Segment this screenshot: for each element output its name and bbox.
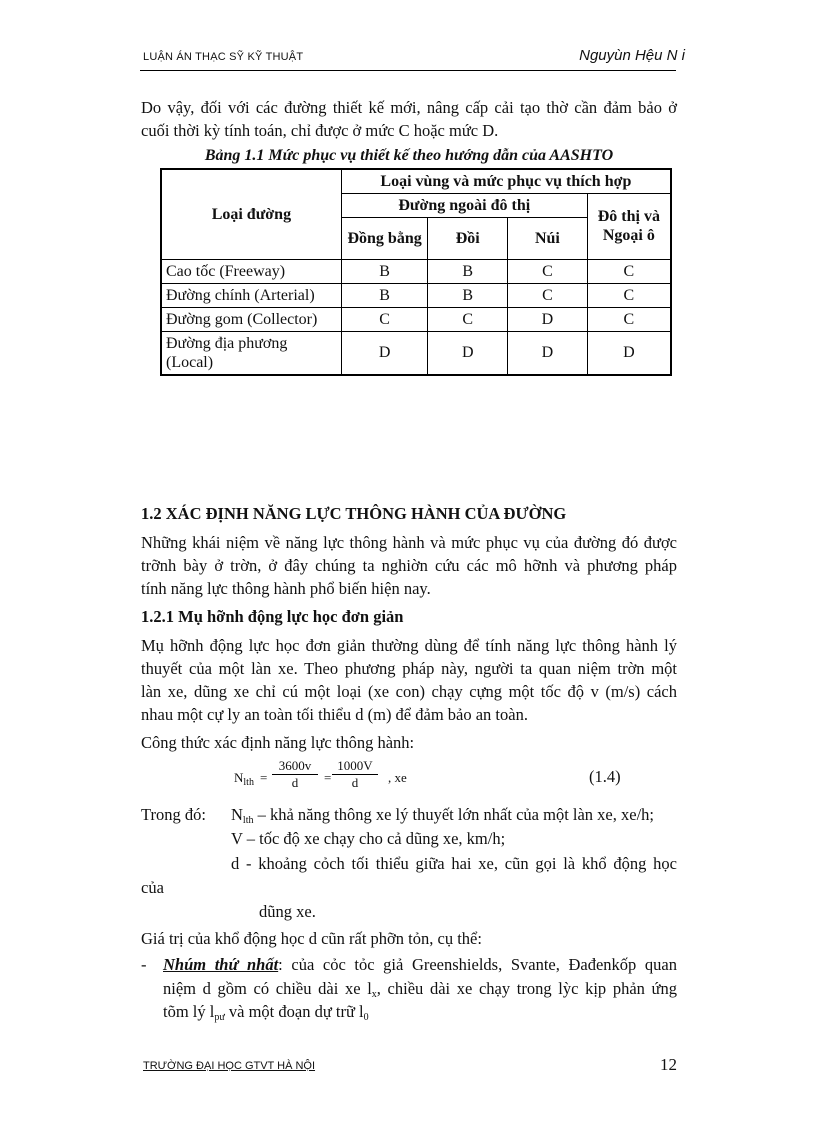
header-hill: Đồi (428, 217, 508, 259)
bullet-dash: - (141, 955, 147, 974)
cell-hill: C (428, 307, 508, 331)
cell-urban: D (587, 331, 671, 375)
cell-hill: D (428, 331, 508, 375)
header-road-type: Loại đường (161, 169, 341, 259)
formula-equals-1: = (260, 770, 268, 785)
subsection-para-line-3: làn xe, dũng xe chỉ cú một loại (xe con) chạy cựng một tốc độ v (m/s) cách (141, 682, 677, 701)
where-symbol-sub: lth (242, 815, 254, 826)
bullet-1-line-3-a: tõm lý l (163, 1002, 215, 1021)
values-intro: Giá trị của khổ động học d cũn rất phỡn tỏn, cụ thể: (141, 929, 482, 948)
formula-lhs-sub: lth (243, 777, 254, 788)
fraction-1-denominator: d (291, 775, 299, 790)
fraction-2-denominator: d (351, 775, 359, 790)
bullet-1-line-3 (163, 1000, 677, 1029)
row-name: Đường chính (Arterial) (161, 283, 341, 307)
formula-lhs-symbol: N (234, 770, 244, 785)
fraction-1 (272, 758, 318, 791)
bullet-1-line-2-a: niệm d gồm có chiều dài xe l (163, 979, 372, 998)
formula-intro: Công thức xác định năng lực thông hành: (141, 733, 415, 752)
header-flat: Đồng bằng (341, 217, 428, 259)
table-row (161, 307, 671, 331)
where-item-v: V – tốc độ xe chạy cho cả dũng xe, km/h; (231, 829, 506, 848)
intro-line-2: cuối thời kỳ tính toán, chỉ được ở mức C hoặc mức D. (141, 121, 499, 140)
bullet-1-line-2-b: , chiều dài xe chạy trong lỳc kịp phản ứng (376, 979, 677, 998)
row-name: Đường địa phương (Local) (161, 331, 341, 375)
header-rule (140, 70, 676, 71)
cell-hill: B (428, 283, 508, 307)
row-name: Cao tốc (Freeway) (161, 259, 341, 283)
cell-flat: B (341, 283, 428, 307)
formula-lhs (234, 770, 254, 788)
cell-mountain: C (508, 283, 588, 307)
where-item-d: d - khoảng cỏch tối thiểu giữa hai xe, cũn gọi là khổ động học (231, 854, 677, 873)
formula-equals-2: = (324, 770, 332, 785)
cell-urban: C (587, 307, 671, 331)
subsection-para-line-2: thuyết của một làn xe. Theo phương pháp này, người ta quan niệm trờn một (141, 659, 677, 678)
where-text: – khả năng thông xe lý thuyết lớn nhất của một làn xe, xe/h; (253, 805, 654, 824)
subsection-para-line-1: Mụ hỡnh động lực học đơn giản thường dùng để tính năng lực thông hành lý (141, 636, 677, 655)
cell-hill: B (428, 259, 508, 283)
bullet-1-line-3-sub: pư (214, 1012, 225, 1023)
cell-flat: C (341, 307, 428, 331)
fraction-2-numerator: 1000V (332, 758, 378, 775)
header-region-group: Loại vùng và mức phục vụ thích hợp (341, 169, 671, 193)
header-urban: Đô thị và Ngoại ô (587, 193, 671, 259)
cell-mountain: C (508, 259, 588, 283)
formula-1-4 (234, 758, 654, 800)
where-item-d-end: dũng xe. (259, 902, 316, 921)
header-rural: Đường ngoài đô thị (341, 193, 587, 217)
section-para-line-1: Những khái niệm về năng lực thông hành và mức phục vụ của đường đó được (141, 533, 677, 552)
where-item-d-cont: của (141, 878, 164, 897)
table-caption: Bảng 1.1 Mức phục vụ thiết kế theo hướng dẫn của AASHTO (204, 147, 614, 164)
equation-number: (1.4) (589, 767, 621, 786)
cell-mountain: D (508, 307, 588, 331)
cell-urban: C (587, 283, 671, 307)
bullet-1-text: : của cỏc tỏc giả Greenshields, Svante, Đađenkốp quan (278, 955, 677, 974)
formula-unit: , xe (388, 770, 407, 785)
fraction-1-numerator: 3600v (272, 758, 318, 775)
bullet-1-line-2-sub: x (371, 989, 377, 1000)
bullet-1-line-3-sub2: 0 (363, 1012, 369, 1023)
cell-urban: C (587, 259, 671, 283)
running-header-title: LUẬN ÁN THẠC SỸ KỸ THUẬT (143, 51, 304, 63)
row-name: Đường gom (Collector) (161, 307, 341, 331)
cell-mountain: D (508, 331, 588, 375)
cell-flat: B (341, 259, 428, 283)
subsection-heading: 1.2.1 Mụ hỡnh động lực học đơn giản (141, 607, 404, 626)
section-para-line-2: trỡnh bày ở trờn, ở đây chúng ta nghiờn cứu các mô hỡnh và phương pháp (141, 556, 677, 575)
table-row (161, 331, 671, 375)
subsection-para-line-4: nhau một cự ly an toàn tối thiểu d (m) để đảm bảo an toàn. (141, 705, 528, 724)
section-para-line-3: tính năng lực thông hành phổ biến hiện nay. (141, 579, 431, 598)
section-heading: 1.2 XÁC ĐỊNH NĂNG LỰC THÔNG HÀNH CỦA ĐƯỜNG (141, 504, 567, 523)
bullet-1-line-1 (163, 953, 677, 976)
bullet-1-line-3-b: và một đoạn dự trữ l (224, 1002, 364, 1021)
fraction-2 (332, 758, 378, 791)
footer-institution: TRƯỜNG ĐẠI HỌC GTVT HÀ NỘI (143, 1060, 316, 1072)
service-level-table (160, 168, 672, 376)
header-mountain: Núi (508, 217, 588, 259)
page-number: 12 (660, 1055, 677, 1074)
bullet-1-label: Nhúm thứ nhất (163, 955, 279, 974)
cell-flat: D (341, 331, 428, 375)
running-header-author: Nguyùn Hệu N i (579, 47, 685, 64)
table-row (161, 259, 671, 283)
table-row (161, 283, 671, 307)
where-label: Trong đó: (141, 805, 206, 824)
where-symbol: N (231, 805, 243, 824)
intro-line-1: Do vậy, đối với các đường thiết kế mới, nâng cấp cải tạo thờ cần đảm bảo ở (141, 98, 677, 117)
